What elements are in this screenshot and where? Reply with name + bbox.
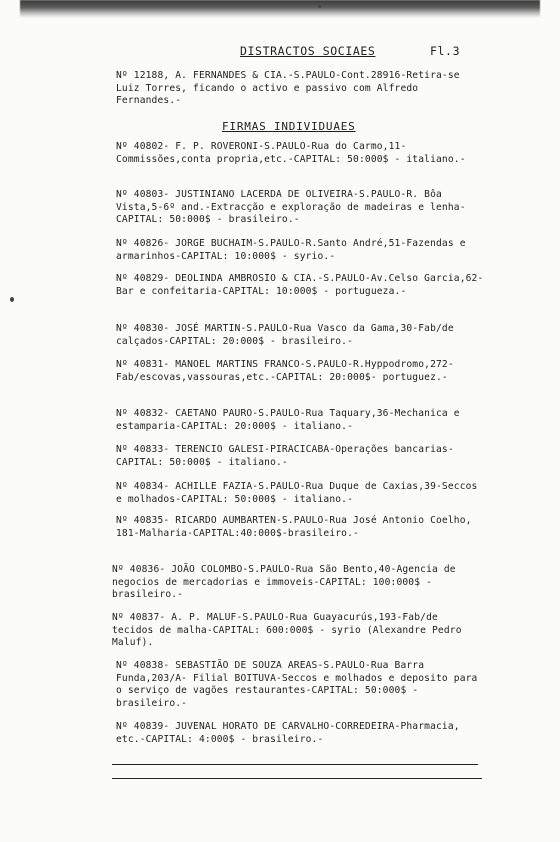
list-item: Nº 40829- DEOLINDA AMBROSIO & CIA.-S.PAULO-Av.Celso Garcia,62- Bar e confeitaria-CAPITAL: 10:000$ - portugueza.- [116,273,484,297]
folio-number: Fl.3 [430,44,461,58]
page-header [0,44,560,60]
scan-speck [10,297,14,302]
distracto-entry: Nº 12188, A. FERNANDES & CIA.-S.PAULO-Cont.28916-Retira-se Luiz Torres, ficando o activo e passivo com Alfredo Fernandes.- [116,70,460,107]
list-item: Nº 40831- MANOEL MARTINS FRANCO-S.PAULO-R.Hyppodromo,272-Fab/escovas,vassouras,etc.-CAPITAL: 20:000$- portuguez.- [116,359,454,383]
list-item: Nº 40836- JOÃO COLOMBO-S.PAULO-Rua São Bento,40-Agencia de negocios de mercadorias e immoveis-CAPITAL: 100:000$ - brasileiro.- [112,564,456,601]
list-item: Nº 40830- JOSÉ MARTIN-S.PAULO-Rua Vasco da Gama,30-Fab/de calçados-CAPITAL: 20:000$ - brasileiro.- [116,323,454,347]
list-item: Nº 40837- A. P. MALUF-S.PAULO-Rua Guayacurús,193-Fab/de tecidos de malha-CAPITAL: 600:000$ - syrio (Alexandre Pedro Maluf). [112,612,462,649]
list-item: Nº 40832- CAETANO PAURO-S.PAULO-Rua Taquary,36-Mechanica e estamparia-CAPITAL: 20:000$ - italiano.- [116,408,460,432]
closing-rule [112,764,478,765]
list-item: Nº 40835- RICARDO AUMBARTEN-S.PAULO-Rua José Antonio Coelho, 181-Malharia-CAPITAL:40:000$-brasileiro.- [116,515,472,539]
list-item: Nº 40833- TERENCIO GALESI-PIRACICABA-Operações bancarias-CAPITAL: 50:000$ - italiano.- [116,444,454,468]
scan-top-edge [20,0,540,18]
list-item: Nº 40826- JORGE BUCHAIM-S.PAULO-R.Santo André,51-Fazendas e armarinhos-CAPITAL: 10:000$ - syrio.- [116,238,466,262]
closing-rule [112,778,482,779]
header-title: DISTRACTOS SOCIAES [240,44,376,58]
list-item: Nº 40803- JUSTINIANO LACERDA DE OLIVEIRA-S.PAULO-R. Bôa Vista,5-6º and.-Extracção e exploração de madeiras e lenha-CAPITAL: 50:000$ - brasileiro.- [116,189,466,226]
list-item: Nº 40834- ACHILLE FAZIA-S.PAULO-Rua Duque de Caxias,39-Seccos e molhados-CAPITAL: 50:000$ - italiano.- [116,481,478,505]
list-item: Nº 40838- SEBASTIÃO DE SOUZA AREAS-S.PAULO-Rua Barra Funda,203/A- Filial BOITUVA-Seccos e molhados e deposito para o serviço de vagões restaurantes-CAPITAL: 50:000$ - brasileiro.- [116,660,478,709]
scan-speck [318,5,321,8]
section-title: FIRMAS INDIVIDUAES [222,120,356,133]
list-item: Nº 40802- F. P. ROVERONI-S.PAULO-Rua do Carmo,11-Commissões,conta propria,etc.-CAPITAL: 50:000$ - italiano.- [116,141,466,165]
list-item: Nº 40839- JUVENAL HORATO DE CARVALHO-CORREDEIRA-Pharmacia, etc.-CAPITAL: 4:000$ - brasileiro.- [116,721,460,745]
